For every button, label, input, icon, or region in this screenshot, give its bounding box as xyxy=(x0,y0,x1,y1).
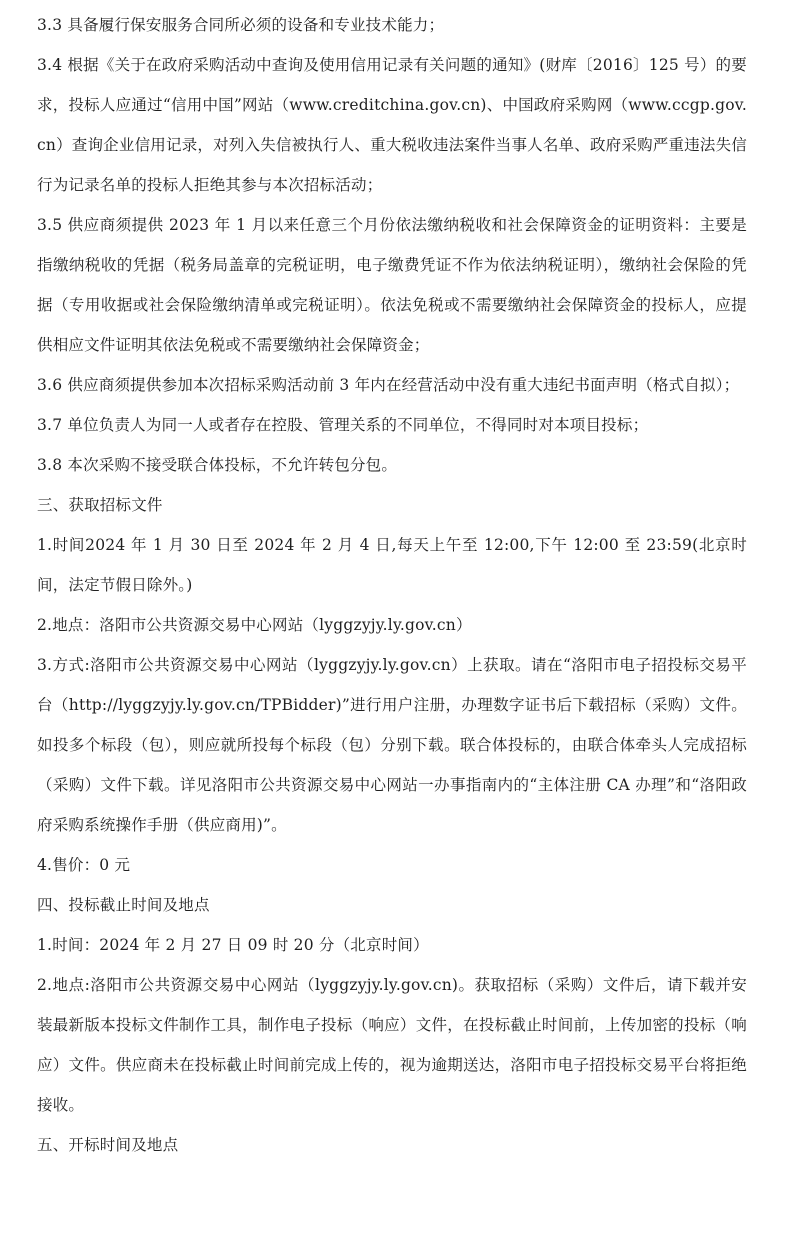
deadline-location: 2.地点:洛阳市公共资源交易中心网站（lyggzyjy.ly.gov.cn)。获取招标（采购）文件后，请下载并安装最新版本投标文件制作工具，制作电子投标（响应）文件，在投标截止时间前，上传加密的投标（响应）文件。供应商未在投标截止时间前完成上传的，视为逾期送达，洛阳市电子招投标交易平台将拒绝接收。 xyxy=(37,976,747,1114)
section-heading-3: 三、获取招标文件 xyxy=(37,496,163,514)
section-heading-5: 五、开标时间及地点 xyxy=(37,1136,179,1154)
clause-3-3: 3.3 具备履行保安服务合同所必须的设备和专业技术能力； xyxy=(37,16,445,34)
clause-3-7: 3.7 单位负责人为同一人或者存在控股、管理关系的不同单位，不得同时对本项目投标； xyxy=(37,416,649,434)
clause-3-4: 3.4 根据《关于在政府采购活动中查询及使用信用记录有关问题的通知》(财库〔2016〕125 号）的要求，投标人应通过“信用中国”网站（www.creditchina.gov.cn)、中国政府采购网（www.ccgp.gov.cn）查询企业信用记录，对列入失信被执行人、重大税收违法案件当事人名单、政府采购严重违法失信行为记录名单的投标人拒绝其参与本次招标活动； xyxy=(37,56,747,194)
obtain-location: 2.地点：洛阳市公共资源交易中心网站（lyggzyjy.ly.gov.cn） xyxy=(37,616,472,634)
obtain-time: 1.时间2024 年 1 月 30 日至 2024 年 2 月 4 日,每天上午至 12:00,下午 12:00 至 23:59(北京时间，法定节假日除外。) xyxy=(37,536,747,594)
clause-3-5: 3.5 供应商须提供 2023 年 1 月以来任意三个月份依法缴纳税收和社会保障资金的证明资料：主要是指缴纳税收的凭据（税务局盖章的完税证明，电子缴费凭证不作为依法纳税证明），缴纳社会保险的凭据（专用收据或社会保险缴纳清单或完税证明）。依法免税或不需要缴纳社会保障资金的投标人，应提供相应文件证明其依法免税或不需要缴纳社会保障资金； xyxy=(37,216,747,354)
document-page xyxy=(37,5,747,1165)
clause-3-8: 3.8 本次采购不接受联合体投标，不允许转包分包。 xyxy=(37,456,398,474)
deadline-time: 1.时间：2024 年 2 月 27 日 09 时 20 分（北京时间） xyxy=(37,936,429,954)
obtain-price: 4.售价：0 元 xyxy=(37,856,131,874)
section-heading-4: 四、投标截止时间及地点 xyxy=(37,896,210,914)
clause-3-6: 3.6 供应商须提供参加本次招标采购活动前 3 年内在经营活动中没有重大违纪书面声明（格式自拟）； xyxy=(37,376,740,394)
obtain-method: 3.方式:洛阳市公共资源交易中心网站（lyggzyjy.ly.gov.cn）上获取。请在“洛阳市电子招投标交易平台（http://lyggzyjy.ly.gov.cn/TPBidder)”进行用户注册，办理数字证书后下载招标（采购）文件。如投多个标段（包），则应就所投每个标段（包）分别下载。联合体投标的，由联合体牵头人完成招标（采购）文件下载。详见洛阳市公共资源交易中心网站一办事指南内的“主体注册 CA 办理”和“洛阳政府采购系统操作手册（供应商用)”。 xyxy=(37,656,747,834)
